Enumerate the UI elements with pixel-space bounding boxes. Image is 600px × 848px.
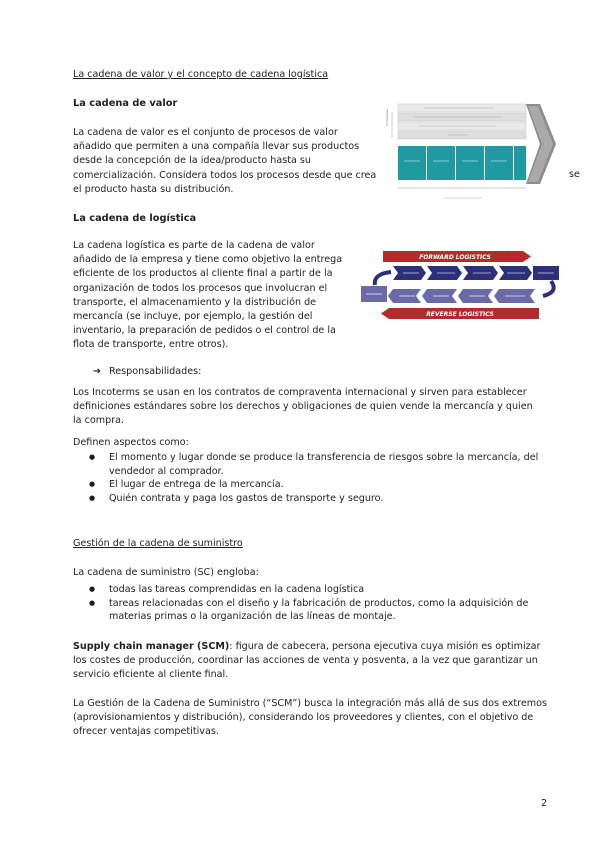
aspects-intro: Definen aspectos como: (73, 437, 189, 448)
value-chain-heading: La cadena de valor (73, 98, 178, 109)
logistics-diagram (359, 248, 563, 322)
stray-text: se (569, 169, 580, 180)
page-number: 2 (541, 798, 548, 809)
list-item: ● tareas relacionadas con el diseño y la fabricación de productos, como la adquisición de materias primas o la organización de las líneas de montaje. (73, 597, 551, 624)
section-title-supply-chain: Gestión de la cadena de suministro (73, 538, 243, 549)
logistics-chain-heading: La cadena de logística (73, 213, 197, 224)
scm-term: Supply chain manager (SCM) (73, 641, 230, 652)
logistics-chain-paragraph: La cadena logística es parte de la cadena de valor añadido de la empresa y tiene como objetivo la entrega eficiente de los productos al cliente final a partir de la organización de todos los procesos que involucran el transporte, el almacenamiento y la distribución de mercancía (se incluye, por ejemplo, la gestión del inventario, la preparación de pedidos o el control de la flota de transporte, entre otros). (73, 240, 343, 351)
list-item: ● Quién contrata y paga los gastos de transporte y seguro. (73, 492, 561, 506)
responsibilities-item (93, 365, 201, 379)
list-item: ● El lugar de entrega de la mercancía. (73, 478, 561, 492)
list-item: ● El momento y lugar donde se produce la transferencia de riesgos sobre la mercancía, del vendedor al comprador. (73, 451, 561, 478)
supply-chain-intro: La cadena de suministro (SC) engloba: (73, 567, 259, 578)
supply-chain-list (73, 583, 551, 624)
list-item: ● todas las tareas comprendidas en la cadena logística (73, 583, 551, 597)
arrow-right-icon: ➔ (93, 366, 102, 377)
scm-integration-paragraph: La Gestión de la Cadena de Suministro (“SCM”) busca la integración más allá de sus dos extremos (aprovisionamientos y distribución), considerando los proveedores y clientes, con el objetivo de ofrecer ventajas competitivas. (73, 698, 548, 738)
aspects-list (73, 451, 561, 505)
value-chain-paragraph: La cadena de valor es el conjunto de procesos de valor añadido que permiten a una compañía llevar sus productos desde la concepción de la idea/producto hasta su comercialización. Considera todos los procesos desde que crea el producto hasta su distribución. (73, 127, 377, 195)
scm-paragraph (73, 640, 545, 683)
responsibilities-label: Responsabilidades: (109, 366, 202, 377)
svg-text:Actividades: Actividades (385, 108, 389, 126)
value-chain-diagram (384, 100, 560, 202)
scm-definition: : figura de cabecera, persona ejecutiva cuya misión es optimizar los costes de producción, coordinar las acciones de venta y posventa, a la vez que garantizar un servicio eficiente al cliente final. (73, 641, 541, 681)
section-title-value-chain: La cadena de valor y el concepto de cadena logística (73, 69, 329, 80)
forward-logistics-label: FORWARD LOGISTICS (419, 254, 491, 261)
incoterms-paragraph: Los Incoterms se usan en los contratos de compraventa internacional y sirven para establecer definiciones estándares sobre los derechos y obligaciones de quien vende la mercancía y quien la compra. (73, 387, 533, 427)
reverse-logistics-label: REVERSE LOGISTICS (426, 311, 494, 318)
